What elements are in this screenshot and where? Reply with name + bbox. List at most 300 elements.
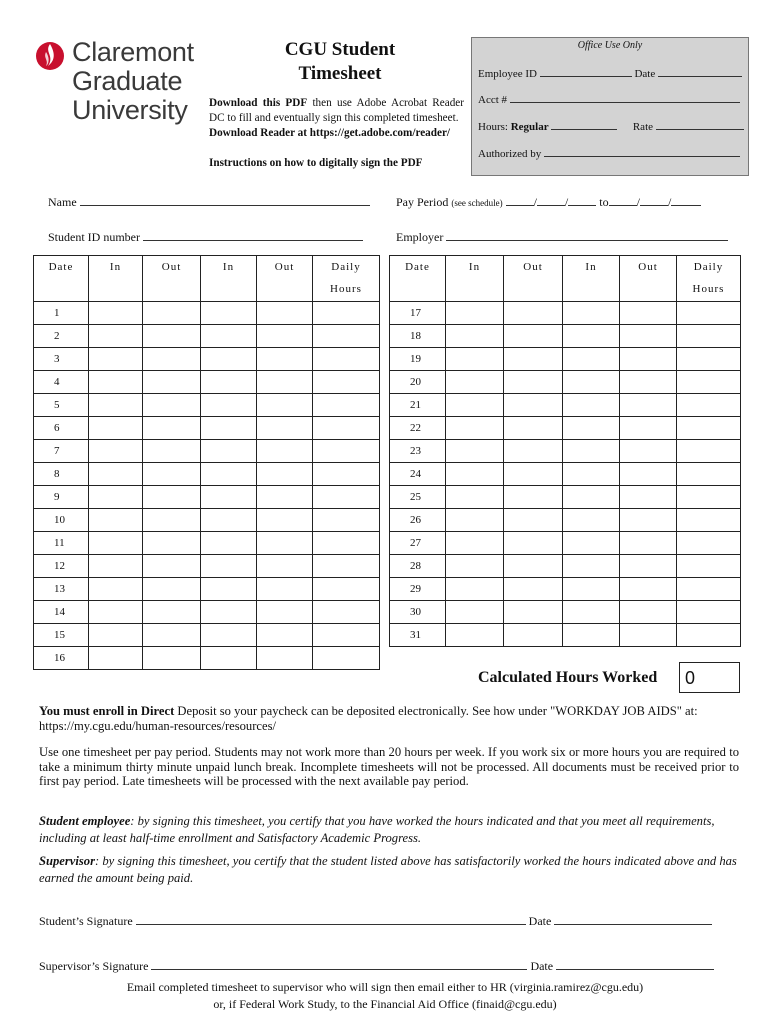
out-1-cell[interactable] xyxy=(504,555,563,578)
period-end-year[interactable] xyxy=(671,194,701,206)
in-1-cell[interactable] xyxy=(446,371,504,394)
out-1-cell[interactable] xyxy=(143,440,201,463)
date-cell: 17 xyxy=(390,302,446,325)
date-cell: 4 xyxy=(34,371,89,394)
authorized-row xyxy=(478,145,740,160)
in-1-cell[interactable] xyxy=(446,509,504,532)
in-1-cell[interactable] xyxy=(446,348,504,371)
pay-period-row: Pay Period (see schedule) / / to / / xyxy=(396,194,701,210)
date-cell: 31 xyxy=(390,624,446,647)
out-1-cell[interactable] xyxy=(504,532,563,555)
in-2-cell[interactable] xyxy=(201,601,257,624)
timesheet-table-left xyxy=(33,255,380,670)
date-cell: 14 xyxy=(34,601,89,624)
out-2-cell[interactable] xyxy=(620,532,677,555)
office-use-box xyxy=(471,37,749,176)
policy-paragraph: Use one timesheet per pay period. Students may not work more than 20 hours per week. If you work six or more hours you are required to take a minimum thirty minute unpaid lunch break. Incomplete timesheets will not be processed. All documents must be received prior to first pay period. Late timesheets will be processed with the next available pay period. xyxy=(39,745,739,788)
out-2-cell[interactable] xyxy=(257,463,313,486)
header-in-1: In xyxy=(89,256,143,302)
date-cell: 25 xyxy=(390,486,446,509)
in-2-cell[interactable] xyxy=(201,348,257,371)
daily-hours-cell[interactable] xyxy=(313,371,380,394)
out-1-cell[interactable] xyxy=(143,486,201,509)
employee-id-field[interactable] xyxy=(540,65,632,77)
in-2-cell[interactable] xyxy=(201,486,257,509)
in-2-cell[interactable] xyxy=(563,440,620,463)
student-signature-field[interactable] xyxy=(136,913,526,925)
table-row xyxy=(34,578,380,601)
employer-field[interactable] xyxy=(446,229,728,241)
in-2-cell[interactable] xyxy=(563,463,620,486)
daily-hours-cell[interactable] xyxy=(677,578,741,601)
out-2-cell[interactable] xyxy=(257,532,313,555)
student-id-label: Student ID number xyxy=(48,230,140,244)
in-1-cell[interactable] xyxy=(89,624,143,647)
name-label: Name xyxy=(48,195,77,209)
out-1-cell[interactable] xyxy=(143,463,201,486)
out-1-cell[interactable] xyxy=(504,463,563,486)
in-1-cell[interactable] xyxy=(446,601,504,624)
daily-hours-cell[interactable] xyxy=(313,302,380,325)
date-cell: 30 xyxy=(390,601,446,624)
out-1-cell[interactable] xyxy=(143,302,201,325)
in-2-cell[interactable] xyxy=(201,325,257,348)
table-row xyxy=(390,463,741,486)
daily-hours-cell[interactable] xyxy=(677,302,741,325)
in-1-cell[interactable] xyxy=(89,509,143,532)
table-row xyxy=(390,348,741,371)
out-2-cell[interactable] xyxy=(620,578,677,601)
daily-hours-cell[interactable] xyxy=(313,578,380,601)
in-2-cell[interactable] xyxy=(563,601,620,624)
table-row xyxy=(390,394,741,417)
daily-hours-cell[interactable] xyxy=(313,624,380,647)
date-cell: 1 xyxy=(34,302,89,325)
out-2-cell[interactable] xyxy=(620,555,677,578)
table-row xyxy=(34,348,380,371)
direct-deposit-text: Deposit so your paycheck can be deposited electronically. See how under "WORKDAY JOB AIDS" at: https://my.cgu.edu/human-resources/resources/ xyxy=(39,704,698,733)
table-row xyxy=(390,532,741,555)
out-1-cell[interactable] xyxy=(143,348,201,371)
office-date-field[interactable] xyxy=(658,65,742,77)
acct-field[interactable] xyxy=(510,91,740,103)
in-2-cell[interactable] xyxy=(201,624,257,647)
header-daily-hours: Daily Hours xyxy=(313,256,380,302)
date-cell: 20 xyxy=(390,371,446,394)
in-2-cell[interactable] xyxy=(563,394,620,417)
in-1-cell[interactable] xyxy=(89,417,143,440)
student-date-label: Date xyxy=(528,914,552,928)
date-cell: 28 xyxy=(390,555,446,578)
out-1-cell[interactable] xyxy=(504,578,563,601)
out-1-cell[interactable] xyxy=(143,624,201,647)
in-2-cell[interactable] xyxy=(563,578,620,601)
table-row xyxy=(34,371,380,394)
hours-label: Hours: xyxy=(478,121,508,133)
out-2-cell[interactable] xyxy=(620,348,677,371)
table-row xyxy=(34,325,380,348)
download-reader-link[interactable]: Download Reader at https://get.adobe.com/reader/ xyxy=(209,127,451,139)
authorized-label: Authorized by xyxy=(478,148,542,160)
in-2-cell[interactable] xyxy=(201,417,257,440)
date-cell: 6 xyxy=(34,417,89,440)
out-2-cell[interactable] xyxy=(257,348,313,371)
employee-id-row xyxy=(478,65,742,80)
out-2-cell[interactable] xyxy=(257,555,313,578)
in-2-cell[interactable] xyxy=(201,578,257,601)
out-1-cell[interactable] xyxy=(504,486,563,509)
date-cell: 22 xyxy=(390,417,446,440)
out-1-cell[interactable] xyxy=(504,394,563,417)
out-1-cell[interactable] xyxy=(504,302,563,325)
in-1-cell[interactable] xyxy=(446,532,504,555)
in-1-cell[interactable] xyxy=(446,440,504,463)
daily-hours-cell[interactable] xyxy=(313,348,380,371)
header-in-1: In xyxy=(446,256,504,302)
in-2-cell[interactable] xyxy=(563,325,620,348)
out-1-cell[interactable] xyxy=(143,578,201,601)
out-2-cell[interactable] xyxy=(620,440,677,463)
rate-field[interactable] xyxy=(656,118,744,130)
table-row xyxy=(34,394,380,417)
date-cell: 29 xyxy=(390,578,446,601)
supervisor-certification-text: : by signing this timesheet, you certify that the student listed above has satisfactorily worked the hours indicated above and has earned the amount being paid. xyxy=(39,854,737,885)
out-1-cell[interactable] xyxy=(143,647,201,670)
in-1-cell[interactable] xyxy=(446,325,504,348)
date-cell: 2 xyxy=(34,325,89,348)
out-1-cell[interactable] xyxy=(143,371,201,394)
to-label: to xyxy=(599,195,609,209)
table-row xyxy=(390,601,741,624)
rate-label: Rate xyxy=(632,121,654,133)
download-pdf-text: Download this PDF xyxy=(209,97,308,109)
in-1-cell[interactable] xyxy=(446,394,504,417)
table-row xyxy=(34,463,380,486)
date-cell: 9 xyxy=(34,486,89,509)
student-signature-row xyxy=(39,913,712,929)
daily-hours-cell[interactable] xyxy=(677,486,741,509)
in-1-cell[interactable] xyxy=(89,601,143,624)
in-2-cell[interactable] xyxy=(563,302,620,325)
name-row xyxy=(48,194,370,210)
student-certification-text: : by signing this timesheet, you certify that you have worked the hours indicated and that you meet all requirements, including at least half-time enrollment and Satisfactory Academic Progress. xyxy=(39,814,715,845)
in-2-cell[interactable] xyxy=(563,417,620,440)
date-cell: 27 xyxy=(390,532,446,555)
download-instructions xyxy=(209,96,464,141)
daily-hours-cell[interactable] xyxy=(677,440,741,463)
out-2-cell[interactable] xyxy=(257,647,313,670)
table-row xyxy=(34,601,380,624)
period-end-month[interactable] xyxy=(609,194,637,206)
in-1-cell[interactable] xyxy=(446,463,504,486)
supervisor-bold: Supervisor xyxy=(39,854,95,868)
out-2-cell[interactable] xyxy=(257,325,313,348)
in-2-cell[interactable] xyxy=(563,486,620,509)
out-2-cell[interactable] xyxy=(620,486,677,509)
out-1-cell[interactable] xyxy=(143,601,201,624)
daily-hours-cell[interactable] xyxy=(677,463,741,486)
student-employee-bold: Student employee xyxy=(39,814,131,828)
in-2-cell[interactable] xyxy=(201,394,257,417)
out-1-cell[interactable] xyxy=(504,371,563,394)
date-cell: 16 xyxy=(34,647,89,670)
direct-deposit-bold: You must enroll in Direct xyxy=(39,704,175,718)
in-2-cell[interactable] xyxy=(563,371,620,394)
table-row xyxy=(390,555,741,578)
hours-row xyxy=(478,118,744,133)
in-2-cell[interactable] xyxy=(201,371,257,394)
daily-hours-cell[interactable] xyxy=(677,325,741,348)
daily-hours-cell[interactable] xyxy=(313,394,380,417)
daily-hours-cell[interactable] xyxy=(677,601,741,624)
period-end-day[interactable] xyxy=(640,194,668,206)
table-row xyxy=(34,440,380,463)
table-row xyxy=(34,532,380,555)
acct-label: Acct # xyxy=(478,94,508,106)
out-2-cell[interactable] xyxy=(257,371,313,394)
date-cell: 19 xyxy=(390,348,446,371)
out-1-cell[interactable] xyxy=(504,509,563,532)
in-2-cell[interactable] xyxy=(563,555,620,578)
in-2-cell[interactable] xyxy=(201,440,257,463)
page-title xyxy=(250,38,430,86)
out-2-cell[interactable] xyxy=(257,440,313,463)
supervisor-certification xyxy=(39,853,739,886)
title-line-1: CGU Student xyxy=(284,39,396,60)
header-in-2: In xyxy=(563,256,620,302)
table-row xyxy=(34,647,380,670)
in-1-cell[interactable] xyxy=(446,555,504,578)
header-out-2: Out xyxy=(257,256,313,302)
table-row xyxy=(34,509,380,532)
header-in-2: In xyxy=(201,256,257,302)
out-1-cell[interactable] xyxy=(504,440,563,463)
in-1-cell[interactable] xyxy=(446,578,504,601)
supervisor-signature-field[interactable] xyxy=(151,958,527,970)
date-cell: 5 xyxy=(34,394,89,417)
student-date-field[interactable] xyxy=(554,913,712,925)
out-1-cell[interactable] xyxy=(143,417,201,440)
daily-hours-cell[interactable] xyxy=(313,555,380,578)
table-header-row xyxy=(390,256,741,302)
table-row xyxy=(34,624,380,647)
cgu-flame-logo-icon xyxy=(35,38,65,98)
out-1-cell[interactable] xyxy=(504,348,563,371)
footer-line-1: Email completed timesheet to supervisor who will sign then email either to HR (virginia.ramirez@cgu.edu) xyxy=(126,980,644,994)
in-1-cell[interactable] xyxy=(89,348,143,371)
supervisor-date-field[interactable] xyxy=(556,958,714,970)
footer-note xyxy=(0,979,770,1013)
out-1-cell[interactable] xyxy=(143,555,201,578)
in-2-cell[interactable] xyxy=(201,555,257,578)
date-cell: 7 xyxy=(34,440,89,463)
date-cell: 11 xyxy=(34,532,89,555)
header-out-2: Out xyxy=(620,256,677,302)
calculated-hours-value[interactable]: 0 xyxy=(679,662,740,693)
student-certification xyxy=(39,813,739,846)
title-line-2: Timesheet xyxy=(298,63,382,84)
table-row xyxy=(390,624,741,647)
calculated-hours-label: Calculated Hours Worked xyxy=(478,669,658,686)
logo-line-3: University xyxy=(72,95,188,125)
in-1-cell[interactable] xyxy=(89,371,143,394)
table-row xyxy=(34,486,380,509)
student-id-row xyxy=(48,229,363,245)
out-1-cell[interactable] xyxy=(143,509,201,532)
out-2-cell[interactable] xyxy=(620,394,677,417)
out-2-cell[interactable] xyxy=(620,417,677,440)
out-2-cell[interactable] xyxy=(257,601,313,624)
out-2-cell[interactable] xyxy=(257,417,313,440)
in-2-cell[interactable] xyxy=(201,302,257,325)
in-1-cell[interactable] xyxy=(89,394,143,417)
pay-period-label: Pay Period xyxy=(396,195,449,209)
daily-hours-cell[interactable] xyxy=(313,509,380,532)
out-2-cell[interactable] xyxy=(257,302,313,325)
out-2-cell[interactable] xyxy=(620,463,677,486)
supervisor-signature-row xyxy=(39,958,714,974)
date-cell: 21 xyxy=(390,394,446,417)
date-cell: 12 xyxy=(34,555,89,578)
daily-hours-cell[interactable] xyxy=(677,624,741,647)
in-2-cell[interactable] xyxy=(201,509,257,532)
in-1-cell[interactable] xyxy=(89,647,143,670)
in-2-cell[interactable] xyxy=(563,348,620,371)
date-cell: 3 xyxy=(34,348,89,371)
logo-line-1: Claremont xyxy=(72,37,194,67)
see-schedule-note: (see schedule) xyxy=(451,198,503,208)
header-out-1: Out xyxy=(504,256,563,302)
table-row xyxy=(390,302,741,325)
out-2-cell[interactable] xyxy=(257,624,313,647)
period-start-month[interactable] xyxy=(506,194,534,206)
daily-hours-cell[interactable] xyxy=(313,417,380,440)
direct-deposit-notice xyxy=(39,704,739,733)
daily-hours-cell[interactable] xyxy=(313,440,380,463)
out-2-cell[interactable] xyxy=(620,325,677,348)
supervisor-date-label: Date xyxy=(530,959,554,973)
table-row xyxy=(34,555,380,578)
out-2-cell[interactable] xyxy=(620,371,677,394)
out-2-cell[interactable] xyxy=(257,578,313,601)
university-logo-text xyxy=(72,38,194,125)
in-1-cell[interactable] xyxy=(89,302,143,325)
employer-row xyxy=(396,229,728,245)
daily-hours-cell[interactable] xyxy=(677,532,741,555)
in-2-cell[interactable] xyxy=(563,624,620,647)
out-2-cell[interactable] xyxy=(620,601,677,624)
daily-hours-cell[interactable] xyxy=(313,486,380,509)
hours-field[interactable] xyxy=(551,118,617,130)
daily-hours-cell[interactable] xyxy=(677,509,741,532)
out-2-cell[interactable] xyxy=(257,509,313,532)
in-1-cell[interactable] xyxy=(446,624,504,647)
daily-hours-cell[interactable] xyxy=(677,555,741,578)
table-header-row xyxy=(34,256,380,302)
table-row xyxy=(390,325,741,348)
date-cell: 15 xyxy=(34,624,89,647)
daily-hours-cell[interactable] xyxy=(313,532,380,555)
office-date-label: Date xyxy=(634,68,656,80)
in-1-cell[interactable] xyxy=(446,302,504,325)
daily-hours-cell[interactable] xyxy=(313,601,380,624)
student-id-field[interactable] xyxy=(143,229,363,241)
header-daily-hours: Daily Hours xyxy=(677,256,741,302)
date-cell: 26 xyxy=(390,509,446,532)
date-cell: 24 xyxy=(390,463,446,486)
in-1-cell[interactable] xyxy=(446,417,504,440)
date-cell: 10 xyxy=(34,509,89,532)
instructions-text: then use Adobe Acrobat Reader DC to fill and eventually sign this completed timesheet. xyxy=(209,97,464,124)
in-1-cell[interactable] xyxy=(89,486,143,509)
employer-label: Employer xyxy=(396,230,444,244)
supervisor-signature-label: Supervisor’s Signature xyxy=(39,959,149,973)
out-1-cell[interactable] xyxy=(504,417,563,440)
in-2-cell[interactable] xyxy=(201,532,257,555)
in-2-cell[interactable] xyxy=(563,532,620,555)
table-row xyxy=(390,486,741,509)
office-use-header: Office Use Only xyxy=(577,40,643,51)
table-row xyxy=(390,440,741,463)
employee-id-label: Employee ID xyxy=(478,68,537,80)
authorized-field[interactable] xyxy=(544,145,740,157)
in-1-cell[interactable] xyxy=(89,463,143,486)
date-cell: 23 xyxy=(390,440,446,463)
in-1-cell[interactable] xyxy=(89,578,143,601)
out-2-cell[interactable] xyxy=(257,486,313,509)
in-2-cell[interactable] xyxy=(201,647,257,670)
in-1-cell[interactable] xyxy=(89,440,143,463)
in-1-cell[interactable] xyxy=(446,486,504,509)
in-1-cell[interactable] xyxy=(89,532,143,555)
daily-hours-cell[interactable] xyxy=(677,394,741,417)
daily-hours-cell[interactable] xyxy=(677,417,741,440)
in-1-cell[interactable] xyxy=(89,555,143,578)
date-cell: 18 xyxy=(390,325,446,348)
logo-line-2: Graduate xyxy=(72,66,183,96)
out-1-cell[interactable] xyxy=(143,394,201,417)
sign-instructions-link[interactable]: Instructions on how to digitally sign the PDF xyxy=(209,157,423,169)
daily-hours-cell[interactable] xyxy=(313,325,380,348)
daily-hours-cell[interactable] xyxy=(313,463,380,486)
in-2-cell[interactable] xyxy=(201,463,257,486)
period-start-year[interactable] xyxy=(568,194,596,206)
out-2-cell[interactable] xyxy=(257,394,313,417)
footer-line-2: or, if Federal Work Study, to the Financial Aid Office (finaid@cgu.edu) xyxy=(213,997,557,1011)
out-2-cell[interactable] xyxy=(620,624,677,647)
timesheet-table-right xyxy=(389,255,741,647)
out-1-cell[interactable] xyxy=(504,624,563,647)
out-2-cell[interactable] xyxy=(620,509,677,532)
name-field[interactable] xyxy=(80,194,370,206)
daily-hours-cell[interactable] xyxy=(313,647,380,670)
daily-hours-cell[interactable] xyxy=(677,371,741,394)
daily-hours-cell[interactable] xyxy=(677,348,741,371)
in-2-cell[interactable] xyxy=(563,509,620,532)
student-signature-label: Student’s Signature xyxy=(39,914,133,928)
header-date: Date xyxy=(390,256,446,302)
out-1-cell[interactable] xyxy=(143,532,201,555)
out-2-cell[interactable] xyxy=(620,302,677,325)
table-row xyxy=(34,417,380,440)
out-1-cell[interactable] xyxy=(504,601,563,624)
period-start-day[interactable] xyxy=(537,194,565,206)
out-1-cell[interactable] xyxy=(143,325,201,348)
in-1-cell[interactable] xyxy=(89,325,143,348)
date-cell: 13 xyxy=(34,578,89,601)
out-1-cell[interactable] xyxy=(504,325,563,348)
header-date: Date xyxy=(34,256,89,302)
